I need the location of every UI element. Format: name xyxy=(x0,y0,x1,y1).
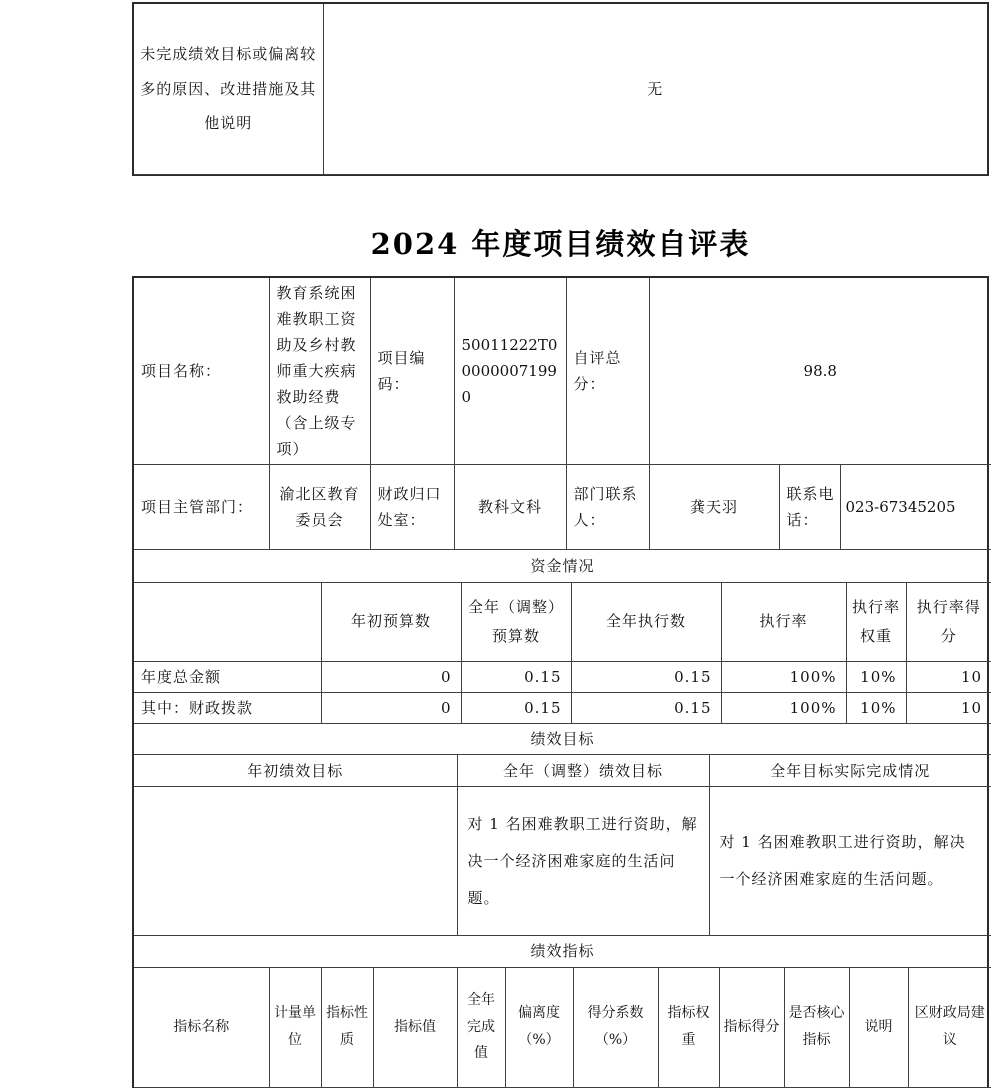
previous-table-grid xyxy=(134,4,987,175)
funds-section xyxy=(134,550,991,724)
page-title: 2024 年度项目绩效自评表 xyxy=(370,227,751,261)
indicator-header-target-value: 指标值 xyxy=(373,967,457,1087)
indicator-header-unit: 计量单位 xyxy=(269,967,321,1087)
finance-office-value: 教科文科 xyxy=(454,465,566,550)
goals-header-row xyxy=(134,755,991,787)
project-name-row xyxy=(134,278,991,465)
indicator-header-nature: 指标性质 xyxy=(321,967,373,1087)
indicators-section xyxy=(134,936,991,1087)
contact-label: 部门联系人： xyxy=(566,465,649,550)
funds-row-total xyxy=(134,661,991,692)
indicator-header-deviation: 偏离度（%） xyxy=(505,967,573,1087)
funds-header-rate-weight: 执行率权重 xyxy=(846,582,906,661)
department-label: 项目主管部门： xyxy=(134,465,269,550)
finance-office-label: 财政归口处室： xyxy=(370,465,454,550)
funds-header-initial-budget: 年初预算数 xyxy=(321,582,461,661)
goals-header-initial: 年初绩效目标 xyxy=(134,755,457,787)
funds-header-executed: 全年执行数 xyxy=(571,582,721,661)
funds-header-adjusted-budget: 全年（调整）预算数 xyxy=(461,582,571,661)
funds-total-executed: 0.15 xyxy=(571,661,721,692)
funds-total-rate: 100% xyxy=(721,661,846,692)
self-score-label: 自评总分： xyxy=(566,278,649,465)
funds-fiscal-weight: 10% xyxy=(846,692,906,723)
department-row xyxy=(134,465,991,550)
indicators-header-row xyxy=(134,967,991,1087)
project-name-label: 项目名称： xyxy=(134,278,269,465)
funds-header-rate-score: 执行率得分 xyxy=(906,582,991,661)
project-info-section xyxy=(134,278,991,550)
goals-adjusted-text: 对 1 名困难教职工进行资助，解决一个经济困难家庭的生活问题。 xyxy=(457,787,709,936)
funds-header-execution-rate: 执行率 xyxy=(721,582,846,661)
project-code-label: 项目编码： xyxy=(370,278,454,465)
funds-row-fiscal xyxy=(134,692,991,723)
funds-total-score: 10 xyxy=(906,661,991,692)
funds-fiscal-initial: 0 xyxy=(321,692,461,723)
funds-fiscal-executed: 0.15 xyxy=(571,692,721,723)
goals-body-row xyxy=(134,787,991,936)
funds-fiscal-rate: 100% xyxy=(721,692,846,723)
indicator-header-score: 指标得分 xyxy=(719,967,784,1087)
goals-initial-text xyxy=(134,787,457,936)
goals-section-title: 绩效目标 xyxy=(134,724,991,755)
indicator-header-completed-value: 全年完成值 xyxy=(457,967,505,1087)
funds-total-adjusted: 0.15 xyxy=(461,661,571,692)
indicator-header-note: 说明 xyxy=(849,967,908,1087)
indicator-header-bureau-suggestion: 区财政局建议 xyxy=(908,967,991,1087)
project-code-value: 50011222T000000071990 xyxy=(454,278,566,465)
department-value: 渝北区教育委员会 xyxy=(269,465,370,550)
indicator-header-weight: 指标权重 xyxy=(658,967,719,1087)
funds-fiscal-score: 10 xyxy=(906,692,991,723)
goals-section xyxy=(134,724,991,936)
goals-header-adjusted: 全年（调整）绩效目标 xyxy=(457,755,709,787)
funds-fiscal-adjusted: 0.15 xyxy=(461,692,571,723)
self-evaluation-table xyxy=(132,276,989,1088)
goals-header-actual: 全年目标实际完成情况 xyxy=(709,755,991,787)
phone-label: 联系电话： xyxy=(779,465,840,550)
contact-value: 龚天羽 xyxy=(649,465,779,550)
previous-table xyxy=(132,2,989,176)
self-score-value: 98.8 xyxy=(649,278,991,465)
indicators-section-title: 绩效指标 xyxy=(134,936,991,967)
indicator-header-score-coefficient: 得分系数（%） xyxy=(573,967,658,1087)
phone-value: 023-67345205 xyxy=(840,465,991,550)
funds-header-blank xyxy=(134,582,321,661)
unmet-goals-note-label: 未完成绩效目标或偏离较多的原因、改进措施及其他说明 xyxy=(134,4,323,174)
project-name-value: 教育系统困难教职工资助及乡村教师重大疾病救助经费（含上级专项） xyxy=(269,278,370,465)
unmet-goals-note-value: 无 xyxy=(323,4,987,174)
indicator-header-core: 是否核心指标 xyxy=(784,967,849,1087)
funds-total-weight: 10% xyxy=(846,661,906,692)
funds-section-title: 资金情况 xyxy=(134,550,991,582)
funds-header-row xyxy=(134,582,991,661)
indicator-header-name: 指标名称 xyxy=(134,967,269,1087)
goals-actual-text: 对 1 名困难教职工进行资助，解决一个经济困难家庭的生活问题。 xyxy=(709,787,991,936)
funds-total-label: 年度总金额 xyxy=(134,661,321,692)
funds-fiscal-label: 其中：财政拨款 xyxy=(134,692,321,723)
funds-total-initial: 0 xyxy=(321,661,461,692)
